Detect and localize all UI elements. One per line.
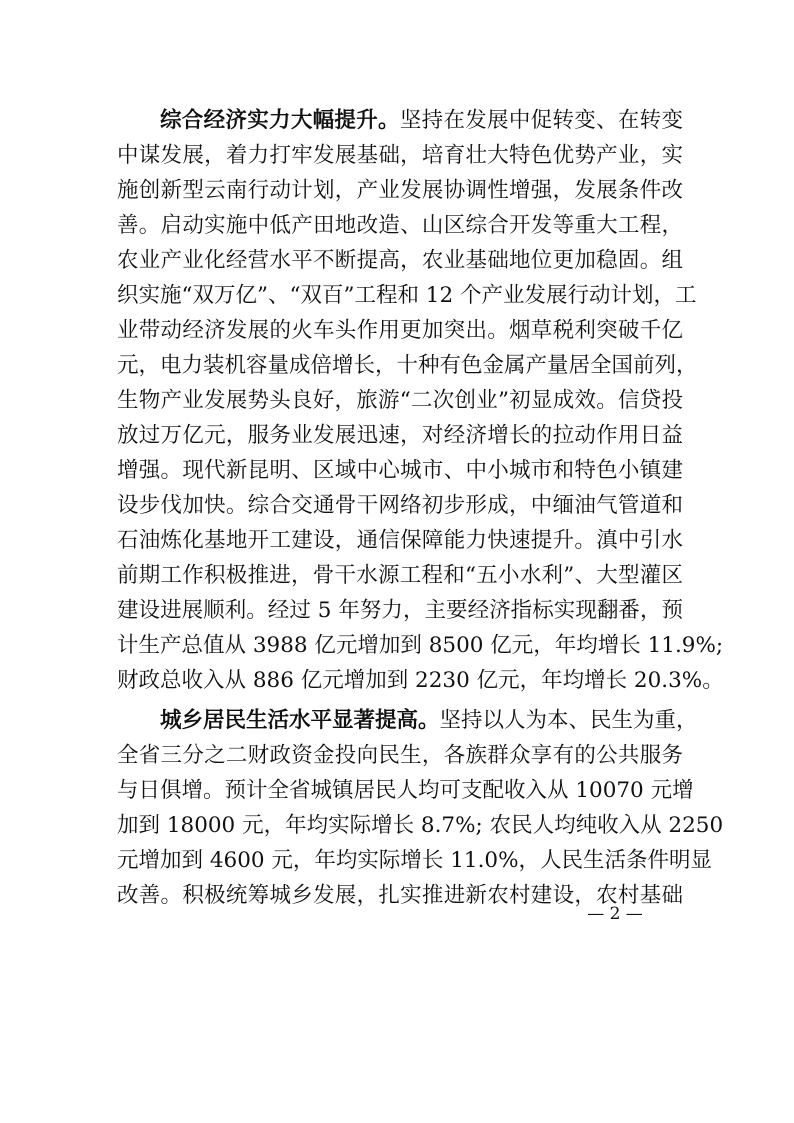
paragraph-line: 计生产总值从 3988 亿元增加到 8500 亿元，年均增长 11.9%; <box>117 633 724 658</box>
paragraph-text: 坚持在发展中促转变、在转变 <box>399 108 683 133</box>
paragraph-line: 全省三分之二财政资金投向民生，各族群众享有的公共服务 <box>117 743 683 768</box>
paragraph-line: 放过万亿元，服务业发展迅速，对经济增长的拉动作用日益 <box>117 423 683 448</box>
paragraph-line: 前期工作积极推进，骨干水源工程和“五小水利”、大型灌区 <box>117 563 683 588</box>
paragraph-line: 善。启动实施中低产田地改造、山区综合开发等重大工程， <box>117 213 683 238</box>
paragraph-line: 中谋发展，着力打牢发展基础，培育壮大特色优势产业，实 <box>117 143 683 168</box>
paragraph-first-line <box>160 106 683 136</box>
paragraph-text: 坚持以人为本、民生为重， <box>439 708 698 733</box>
paragraph-line: 织实施“双万亿”、“双百”工程和 12 个产业发展行动计划，工 <box>117 283 697 308</box>
paragraph-first-line <box>160 706 698 736</box>
paragraph-line: 财政总收入从 886 亿元增加到 2230 亿元，年均增长 20.3%。 <box>117 668 724 693</box>
paragraph-line: 与日俱增。预计全省城镇居民人均可支配收入从 10070 元增 <box>117 778 694 803</box>
paragraph-line: 农业产业化经营水平不断提高，农业基础地位更加稳固。组 <box>117 248 683 273</box>
paragraph-lead: 城乡居民生活水平显著提高。 <box>160 708 440 733</box>
paragraph-line: 改善。积极统筹城乡发展，扎实推进新农村建设，农村基础 <box>117 883 683 908</box>
paragraph-line: 设步伐加快。综合交通骨干网络初步形成，中缅油气管道和 <box>117 493 683 518</box>
paragraph-lead: 综合经济实力大幅提升。 <box>160 108 400 133</box>
paragraph-line: 生物产业发展势头良好，旅游“二次创业”初显成效。信贷投 <box>117 388 683 413</box>
paragraph-line: 增强。现代新昆明、区域中心城市、中小城市和特色小镇建 <box>117 458 683 483</box>
paragraph-line: 加到 18000 元，年均实际增长 8.7%; 农民人均纯收入从 2250 <box>117 813 724 838</box>
paragraph-line: 建设进展顺利。经过 5 年努力，主要经济指标实现翻番，预 <box>117 598 683 623</box>
paragraph-line: 施创新型云南行动计划，产业发展协调性增强，发展条件改 <box>117 178 683 203</box>
paragraph-line: 业带动经济发展的火车头作用更加突出。烟草税利突破千亿 <box>117 318 683 343</box>
paragraph-line: 石油炼化基地开工建设，通信保障能力快速提升。滇中引水 <box>117 528 683 553</box>
paragraph-line: 元增加到 4600 元，年均实际增长 11.0%，人民生活条件明显 <box>117 848 713 873</box>
paragraph-line: 元，电力装机容量成倍增长，十种有色金属产量居全国前列， <box>117 353 698 378</box>
page-number: — 2 — <box>587 904 643 924</box>
